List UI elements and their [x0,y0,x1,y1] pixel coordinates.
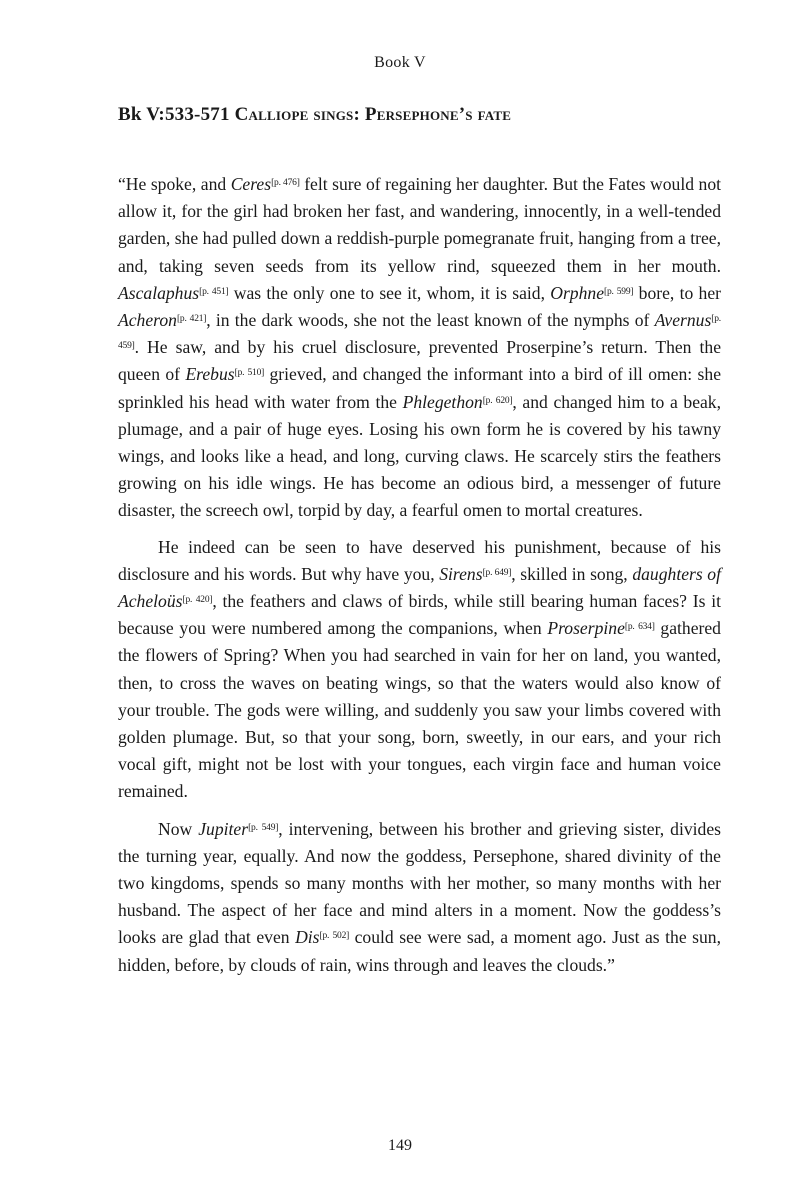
paragraph-1: “He spoke, and Ceres[p. 476] felt sure of regaining her daughter. But the Fates would not allow it, for the girl had broken her fast, and wandering, innocently, in a well-tended garden, she had pulled down a reddish-purple pomegranate fruit, hanging from a tree, and, taking seven seeds from its yellow rind, squeezed them in her mouth. Ascalaphus[p. 451] was the only one to see it, whom, it is said, Orphne[p. 599] bore, to her Acheron[p. 421], in the dark woods, she not the least known of the nymphs of Avernus[p. 459]. He saw, and by his cruel disclosure, prevented Proserpine’s return. Then the queen of Erebus[p. 510] grieved, and changed the informant into a bird of ill omen: she sprinkled his head with water from the Phlegethon[p. 620], and changed him to a beak, plumage, and a pair of huge eyes. Losing his own form he is covered by his tawny wings, and looks like a head, and long, curving claws. He scarcely stirs the feathers growing on his idle wings. He has become an odious bird, a messenger of future disaster, the screech owl, torpid by day, a fearful omen to mortal creatures. [118,174,722,521]
italic-name: Erebus [185,364,235,385]
italic-name: Sirens [439,563,483,584]
page-number: 149 [388,1137,412,1154]
page-reference: [p. 549] [248,822,279,833]
italic-name: Phlegethon [402,391,483,412]
page-reference: [p. 451] [199,286,229,297]
section-title: Calliope sings: Persephone’s fate [234,104,512,125]
italic-name: Orphne [550,282,605,303]
italic-name: Jupiter [198,818,249,839]
page-reference: [p. 510] [234,368,265,379]
running-head: Book V [374,54,426,71]
italic-name: Avernus [654,310,712,331]
page-reference: [p. 502] [319,931,350,942]
italic-name: Ceres [230,174,272,194]
page-reference: [p. 420] [182,595,213,606]
section-heading [118,104,718,126]
page-reference: [p. 476] [271,178,300,188]
italic-name: Acheron [118,310,177,331]
page-reference: [p. 634] [624,622,655,633]
page-reference: [p. 459] [118,314,721,352]
paragraph-3: Now Jupiter[p. 549], intervening, between his brother and grieving sister, divides the turning year, equally. And now the goddess, Persephone, shared divinity of the two kingdoms, spends so many months with her mother, so many months with her husband. The aspect of her face and mind alters in a moment. Now the goddess’s looks are glad that even Dis[p. 502] could see were sad, a moment ago. Just as the sun, hidden, before, by clouds of rain, wins through and leaves the clouds.” [118,818,722,975]
italic-name: Dis [295,927,320,948]
italic-name: Proserpine [547,618,625,639]
page-reference: [p. 649] [482,567,512,578]
italic-name: daughters of Acheloüs [118,563,721,612]
section-ref: Bk V:533-571 [118,104,230,125]
body-text [118,171,721,979]
italic-name: Ascalaphus [118,282,200,303]
page-reference: [p. 620] [482,395,513,406]
page-reference: [p. 599] [604,286,634,297]
paragraph-2: He indeed can be seen to have deserved his punishment, because of his disclosure and his words. But why have you, Sirens[p. 649], skilled in song, daughters of Acheloüs[p. 420], the feathers and claws of birds, while still bearing human faces? Is it because you were numbered among the companions, when Proserpine[p. 634] gathered the flowers of Spring? When you had searched in vain for her on land, you wanted, then, to cross the waves on beating wings, so that the waters would also know of your trouble. The gods were willing, and suddenly you saw your limbs covered with golden plumage. But, so that your song, born, sweetly, in our ears, and your rich vocal gift, might not be lost with your tongues, each virgin face and human voice remained. [118,536,721,802]
page-reference: [p. 421] [176,314,207,325]
